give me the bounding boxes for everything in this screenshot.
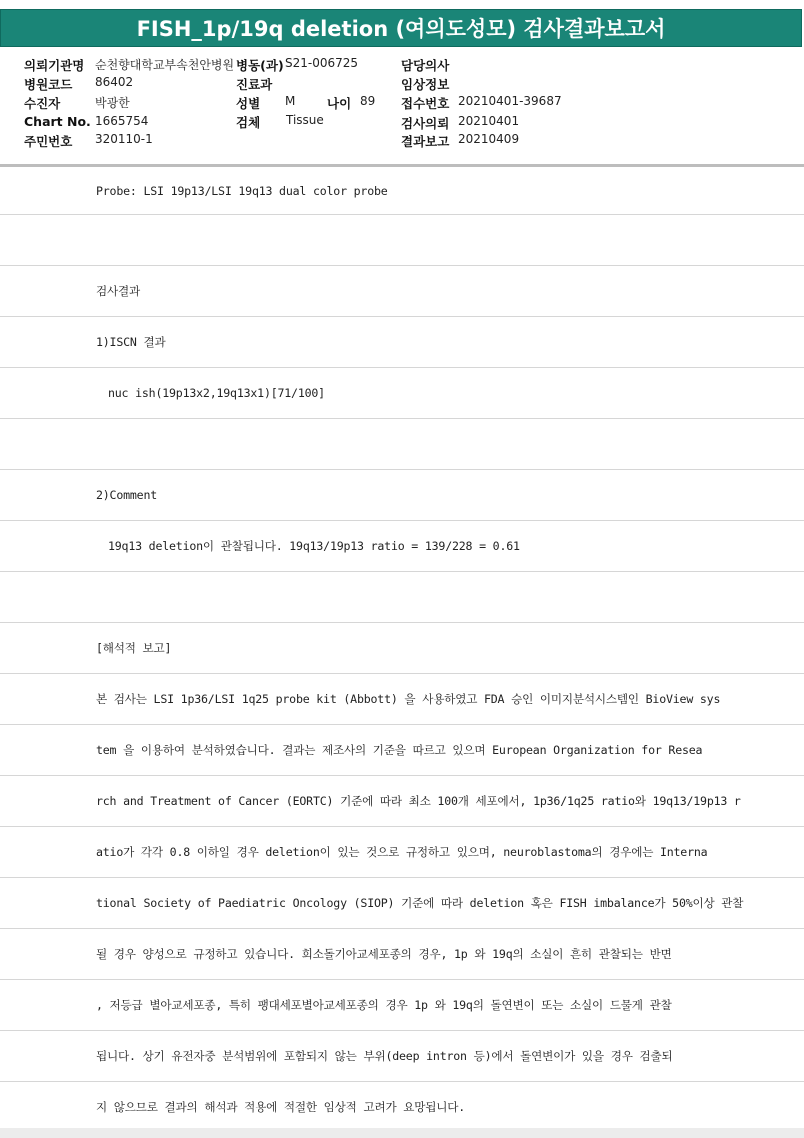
blank-line <box>0 419 804 470</box>
interpretation-line: atio가 각각 0.8 이하일 경우 deletion이 있는 것으로 규정하고 있으며, neuroblastoma의 경우에는 Interna <box>0 827 804 878</box>
chart-no-value: 1665754 <box>95 114 149 128</box>
interpretation-line: tem 을 이용하여 분석하였습니다. 결과는 제조사의 기준을 따르고 있으며 European Organization for Resea <box>0 725 804 776</box>
interpretation-line: , 저등급 별아교세포종, 특히 팽대세포별아교세포종의 경우 1p 와 19q의 돌연변이 또는 소실이 드물게 관찰 <box>0 980 804 1031</box>
ward-label: 병동(과) <box>236 58 284 73</box>
department-label: 진료과 <box>236 77 273 92</box>
report-date-value: 20210409 <box>458 132 520 146</box>
hospital-code-label: 병원코드 <box>24 77 73 92</box>
iscn-result: nuc ish(19p13x2,19q13x1)[71/100] <box>0 368 804 419</box>
requesting-institution-value: 순천향대학교부속천안병원 <box>95 58 235 72</box>
report-date-label: 결과보고 <box>401 134 450 149</box>
age-label: 나이 <box>327 96 352 111</box>
report-title: FISH_1p/19q deletion (여의도성모) 검사결과보고서 <box>0 9 802 47</box>
interpretation-line: 지 않으므로 결과의 해석과 적용에 적절한 임상적 고려가 요망됩니다. <box>96 1100 466 1114</box>
interpretation-heading: [해석적 보고] <box>0 623 804 674</box>
physician-label: 담당의사 <box>401 58 450 73</box>
specimen-value: Tissue <box>286 113 324 127</box>
request-date-label: 검사의뢰 <box>401 116 450 131</box>
specimen-label: 검체 <box>236 115 261 130</box>
comment-heading: 2)Comment <box>0 470 804 521</box>
ward-value: S21-006725 <box>285 56 359 70</box>
patient-label: 수진자 <box>24 96 61 111</box>
age-value: 89 <box>360 94 376 108</box>
chart-no-label: Chart No. <box>24 114 91 129</box>
patient-value: 박광한 <box>95 96 130 110</box>
comment-text: 19q13 deletion이 관찰됩니다. 19q13/19p13 ratio = 139/228 = 0.61 <box>0 521 804 572</box>
iscn-heading: 1)ISCN 결과 <box>0 317 804 368</box>
resident-no-label: 주민번호 <box>24 134 73 149</box>
bottom-scroll-band <box>0 1128 804 1138</box>
interpretation-line: 됩니다. 상기 유전자중 분석범위에 포함되지 않는 부위(deep intron 등)에서 돌연변이가 있을 경우 검출되 <box>0 1031 804 1082</box>
interpretation-line: tional Society of Paediatric Oncology (SIOP) 기준에 따라 deletion 혹은 FISH imbalance가 50%이상 관찰 <box>0 878 804 929</box>
report-body <box>0 167 804 1132</box>
request-date-value: 20210401 <box>458 114 520 128</box>
resident-no-value: 320110-1 <box>95 132 153 146</box>
blank-line <box>0 215 804 266</box>
hospital-code-value: 86402 <box>95 75 134 89</box>
requesting-institution-label: 의뢰기관명 <box>24 58 85 73</box>
sex-label: 성별 <box>236 96 261 111</box>
probe-line: Probe: LSI 19p13/LSI 19q13 dual color probe <box>0 167 804 215</box>
sex-value: M <box>285 94 296 108</box>
patient-info-header <box>0 52 804 164</box>
result-section-heading: 검사결과 <box>0 266 804 317</box>
clinical-info-label: 임상정보 <box>401 77 450 92</box>
receipt-no-value: 20210401-39687 <box>458 94 562 108</box>
interpretation-line: 본 검사는 LSI 1p36/LSI 1q25 probe kit (Abbott) 을 사용하였고 FDA 승인 이미지분석시스템인 BioView sys <box>0 674 804 725</box>
interpretation-line: 될 경우 양성으로 규정하고 있습니다. 희소돌기아교세포종의 경우, 1p 와 19q의 소실이 흔히 관찰되는 반면 <box>0 929 804 980</box>
interpretation-line: rch and Treatment of Cancer (EORTC) 기준에 따라 최소 100개 세포에서, 1p36/1q25 ratio와 19q13/19p13 r <box>0 776 804 827</box>
receipt-no-label: 접수번호 <box>401 96 450 111</box>
blank-line <box>0 572 804 623</box>
